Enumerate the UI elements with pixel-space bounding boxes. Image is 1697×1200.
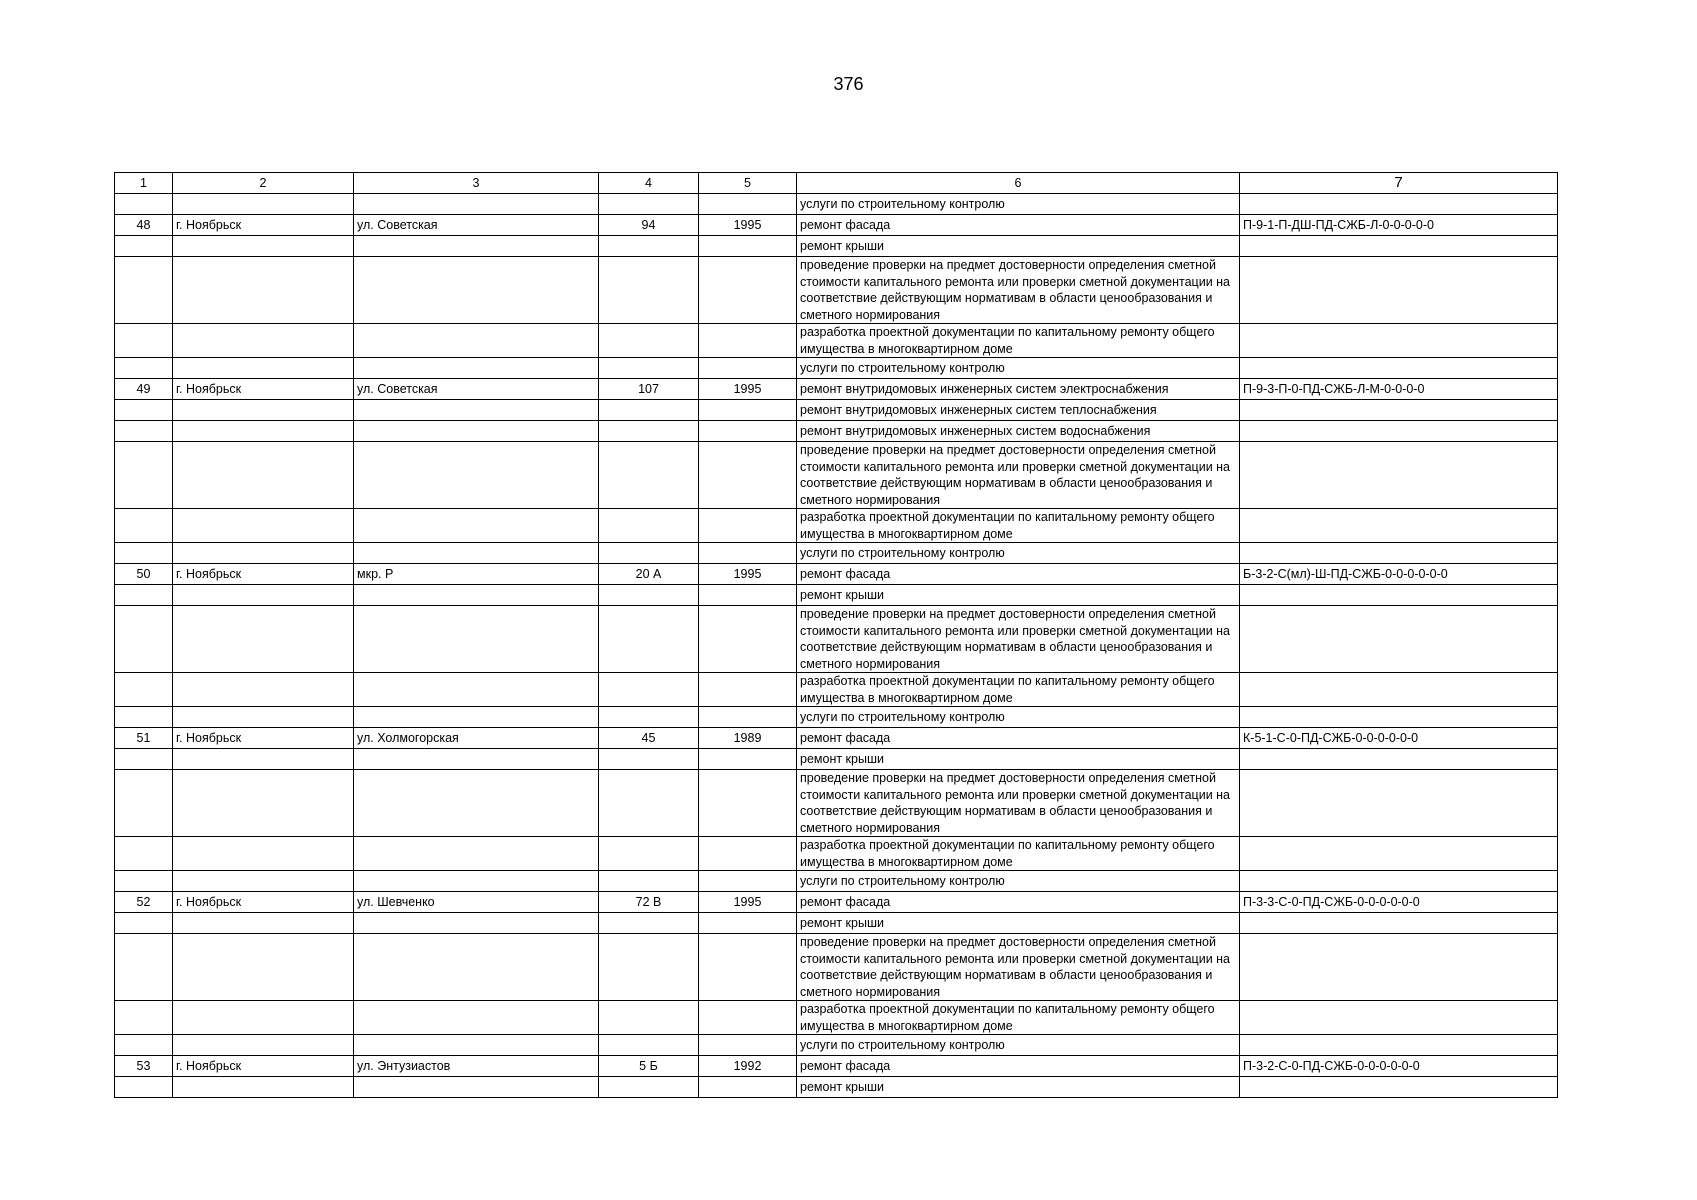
year-cell	[699, 1077, 797, 1098]
row-number	[115, 837, 173, 871]
table-row	[115, 194, 1558, 215]
row-number	[115, 673, 173, 707]
work-type-cell: ремонт фасада	[797, 892, 1240, 913]
street-cell	[354, 749, 599, 770]
city-cell	[173, 837, 354, 871]
city-cell	[173, 194, 354, 215]
row-number	[115, 236, 173, 257]
header-cell-3: 3	[354, 173, 599, 194]
street-cell	[354, 509, 599, 543]
street-cell	[354, 358, 599, 379]
code-cell	[1240, 257, 1558, 324]
year-cell	[699, 509, 797, 543]
row-number	[115, 543, 173, 564]
year-cell	[699, 837, 797, 871]
city-cell	[173, 673, 354, 707]
street-cell	[354, 324, 599, 358]
year-cell	[699, 871, 797, 892]
city-cell	[173, 421, 354, 442]
house-cell: 20 А	[599, 564, 699, 585]
row-number	[115, 257, 173, 324]
code-cell	[1240, 236, 1558, 257]
house-cell	[599, 509, 699, 543]
code-cell: П-3-3-С-0-ПД-СЖБ-0-0-0-0-0-0	[1240, 892, 1558, 913]
code-cell: П-9-3-П-0-ПД-СЖБ-Л-М-0-0-0-0	[1240, 379, 1558, 400]
table-row	[115, 913, 1558, 934]
code-cell	[1240, 358, 1558, 379]
house-cell	[599, 913, 699, 934]
street-cell	[354, 1077, 599, 1098]
table-row	[115, 358, 1558, 379]
row-number: 48	[115, 215, 173, 236]
city-cell	[173, 707, 354, 728]
house-cell	[599, 442, 699, 509]
code-cell	[1240, 913, 1558, 934]
city-cell	[173, 770, 354, 837]
house-cell	[599, 324, 699, 358]
row-number	[115, 606, 173, 673]
code-cell: П-3-2-С-0-ПД-СЖБ-0-0-0-0-0-0	[1240, 1056, 1558, 1077]
work-type-cell: проведение проверки на предмет достоверности определения сметной стоимости капитального ремонта или проверки сметной документации на соответствие действующим нормативам в области ценообразования и сметного нормирования	[797, 606, 1240, 673]
code-cell	[1240, 673, 1558, 707]
city-cell: г. Ноябрьск	[173, 892, 354, 913]
code-cell	[1240, 606, 1558, 673]
row-number	[115, 770, 173, 837]
row-number	[115, 421, 173, 442]
header-cell-5: 5	[699, 173, 797, 194]
table-header-row	[115, 173, 1558, 194]
year-cell: 1995	[699, 379, 797, 400]
year-cell: 1992	[699, 1056, 797, 1077]
street-cell: ул. Холмогорская	[354, 728, 599, 749]
row-number: 51	[115, 728, 173, 749]
header-cell-2: 2	[173, 173, 354, 194]
street-cell	[354, 707, 599, 728]
table-row	[115, 585, 1558, 606]
work-type-cell: ремонт внутридомовых инженерных систем водоснабжения	[797, 421, 1240, 442]
street-cell: ул. Шевченко	[354, 892, 599, 913]
row-number: 50	[115, 564, 173, 585]
year-cell	[699, 358, 797, 379]
city-cell	[173, 585, 354, 606]
code-cell	[1240, 585, 1558, 606]
house-cell: 45	[599, 728, 699, 749]
city-cell	[173, 1035, 354, 1056]
year-cell	[699, 543, 797, 564]
table-row	[115, 509, 1558, 543]
table-row	[115, 215, 1558, 236]
table-row	[115, 1077, 1558, 1098]
year-cell	[699, 749, 797, 770]
street-cell: ул. Советская	[354, 379, 599, 400]
city-cell	[173, 509, 354, 543]
year-cell	[699, 770, 797, 837]
city-cell	[173, 913, 354, 934]
table-row	[115, 1035, 1558, 1056]
table-row	[115, 871, 1558, 892]
street-cell	[354, 913, 599, 934]
street-cell: мкр. Р	[354, 564, 599, 585]
row-number	[115, 871, 173, 892]
row-number	[115, 1077, 173, 1098]
code-cell: П-9-1-П-ДШ-ПД-СЖБ-Л-0-0-0-0-0	[1240, 215, 1558, 236]
table-row	[115, 1001, 1558, 1035]
city-cell	[173, 257, 354, 324]
row-number	[115, 194, 173, 215]
work-type-cell: проведение проверки на предмет достоверности определения сметной стоимости капитального ремонта или проверки сметной документации на соответствие действующим нормативам в области ценообразования и сметного нормирования	[797, 934, 1240, 1001]
row-number	[115, 324, 173, 358]
row-number	[115, 749, 173, 770]
house-cell: 107	[599, 379, 699, 400]
code-cell	[1240, 934, 1558, 1001]
house-cell	[599, 421, 699, 442]
work-type-cell: ремонт крыши	[797, 913, 1240, 934]
city-cell: г. Ноябрьск	[173, 564, 354, 585]
page-number: 376	[833, 74, 864, 94]
street-cell	[354, 1001, 599, 1035]
house-cell	[599, 585, 699, 606]
street-cell	[354, 442, 599, 509]
table-row	[115, 673, 1558, 707]
city-cell	[173, 1077, 354, 1098]
row-number: 52	[115, 892, 173, 913]
work-type-cell: услуги по строительному контролю	[797, 543, 1240, 564]
row-number	[115, 509, 173, 543]
header-cell-7: 7	[1240, 173, 1558, 194]
work-type-cell: услуги по строительному контролю	[797, 871, 1240, 892]
work-type-cell: ремонт крыши	[797, 236, 1240, 257]
house-cell	[599, 236, 699, 257]
work-type-cell: ремонт фасада	[797, 728, 1240, 749]
code-cell	[1240, 837, 1558, 871]
year-cell	[699, 913, 797, 934]
house-cell	[599, 871, 699, 892]
street-cell: ул. Энтузиастов	[354, 1056, 599, 1077]
work-type-cell: проведение проверки на предмет достоверности определения сметной стоимости капитального ремонта или проверки сметной документации на соответствие действующим нормативам в области ценообразования и сметного нормирования	[797, 770, 1240, 837]
city-cell	[173, 358, 354, 379]
row-number	[115, 358, 173, 379]
row-number	[115, 707, 173, 728]
row-number	[115, 913, 173, 934]
year-cell	[699, 194, 797, 215]
city-cell	[173, 543, 354, 564]
house-cell	[599, 934, 699, 1001]
house-cell	[599, 543, 699, 564]
year-cell	[699, 324, 797, 358]
city-cell	[173, 606, 354, 673]
year-cell	[699, 400, 797, 421]
street-cell	[354, 421, 599, 442]
house-cell	[599, 707, 699, 728]
house-cell: 72 В	[599, 892, 699, 913]
year-cell	[699, 673, 797, 707]
row-number	[115, 1035, 173, 1056]
work-type-cell: услуги по строительному контролю	[797, 194, 1240, 215]
table-row	[115, 543, 1558, 564]
work-type-cell: ремонт крыши	[797, 1077, 1240, 1098]
table-row	[115, 749, 1558, 770]
city-cell	[173, 1001, 354, 1035]
table-row	[115, 770, 1558, 837]
code-cell: Б-3-2-С(мл)-Ш-ПД-СЖБ-0-0-0-0-0-0	[1240, 564, 1558, 585]
year-cell	[699, 934, 797, 1001]
work-type-cell: услуги по строительному контролю	[797, 707, 1240, 728]
year-cell	[699, 1001, 797, 1035]
work-type-cell: ремонт внутридомовых инженерных систем теплоснабжения	[797, 400, 1240, 421]
work-type-cell: разработка проектной документации по капитальному ремонту общего имущества в многоквартирном доме	[797, 1001, 1240, 1035]
house-cell	[599, 1001, 699, 1035]
code-cell	[1240, 1001, 1558, 1035]
year-cell	[699, 1035, 797, 1056]
street-cell	[354, 194, 599, 215]
city-cell: г. Ноябрьск	[173, 379, 354, 400]
table-row	[115, 728, 1558, 749]
table-row	[115, 707, 1558, 728]
work-type-cell: проведение проверки на предмет достоверности определения сметной стоимости капитального ремонта или проверки сметной документации на соответствие действующим нормативам в области ценообразования и сметного нормирования	[797, 442, 1240, 509]
code-cell	[1240, 442, 1558, 509]
table-row	[115, 421, 1558, 442]
house-cell	[599, 194, 699, 215]
work-type-cell: разработка проектной документации по капитальному ремонту общего имущества в многоквартирном доме	[797, 509, 1240, 543]
house-cell: 5 Б	[599, 1056, 699, 1077]
code-cell: К-5-1-С-0-ПД-СЖБ-0-0-0-0-0-0	[1240, 728, 1558, 749]
code-cell	[1240, 194, 1558, 215]
year-cell	[699, 606, 797, 673]
code-cell	[1240, 871, 1558, 892]
code-cell	[1240, 1077, 1558, 1098]
code-cell	[1240, 400, 1558, 421]
table-row	[115, 837, 1558, 871]
year-cell: 1995	[699, 215, 797, 236]
street-cell: ул. Советская	[354, 215, 599, 236]
header-cell-1: 1	[115, 173, 173, 194]
code-cell	[1240, 509, 1558, 543]
house-cell	[599, 358, 699, 379]
city-cell	[173, 934, 354, 1001]
row-number: 53	[115, 1056, 173, 1077]
row-number	[115, 400, 173, 421]
city-cell: г. Ноябрьск	[173, 1056, 354, 1077]
house-cell	[599, 400, 699, 421]
city-cell: г. Ноябрьск	[173, 728, 354, 749]
table-body	[115, 173, 1558, 1098]
street-cell	[354, 236, 599, 257]
work-type-cell: разработка проектной документации по капитальному ремонту общего имущества в многоквартирном доме	[797, 324, 1240, 358]
year-cell	[699, 257, 797, 324]
city-cell	[173, 236, 354, 257]
house-cell: 94	[599, 215, 699, 236]
work-type-cell: проведение проверки на предмет достоверности определения сметной стоимости капитального ремонта или проверки сметной документации на соответствие действующим нормативам в области ценообразования и сметного нормирования	[797, 257, 1240, 324]
city-cell	[173, 871, 354, 892]
year-cell	[699, 585, 797, 606]
work-type-cell: услуги по строительному контролю	[797, 358, 1240, 379]
year-cell: 1989	[699, 728, 797, 749]
work-type-cell: ремонт крыши	[797, 585, 1240, 606]
street-cell	[354, 543, 599, 564]
row-number	[115, 442, 173, 509]
work-type-cell: ремонт крыши	[797, 749, 1240, 770]
street-cell	[354, 837, 599, 871]
street-cell	[354, 934, 599, 1001]
code-cell	[1240, 1035, 1558, 1056]
code-cell	[1240, 324, 1558, 358]
table-row	[115, 442, 1558, 509]
house-cell	[599, 1035, 699, 1056]
street-cell	[354, 606, 599, 673]
year-cell	[699, 707, 797, 728]
city-cell	[173, 442, 354, 509]
table-row	[115, 1056, 1558, 1077]
repair-registry-table	[114, 172, 1558, 1098]
house-cell	[599, 770, 699, 837]
street-cell	[354, 1035, 599, 1056]
table-row	[115, 606, 1558, 673]
table-row	[115, 324, 1558, 358]
work-type-cell: разработка проектной документации по капитальному ремонту общего имущества в многоквартирном доме	[797, 673, 1240, 707]
work-type-cell: ремонт фасада	[797, 1056, 1240, 1077]
table-row	[115, 257, 1558, 324]
code-cell	[1240, 707, 1558, 728]
street-cell	[354, 770, 599, 837]
code-cell	[1240, 749, 1558, 770]
work-type-cell: ремонт фасада	[797, 215, 1240, 236]
header-cell-4: 4	[599, 173, 699, 194]
house-cell	[599, 837, 699, 871]
table-row	[115, 400, 1558, 421]
code-cell	[1240, 421, 1558, 442]
row-number	[115, 585, 173, 606]
house-cell	[599, 606, 699, 673]
code-cell	[1240, 770, 1558, 837]
house-cell	[599, 749, 699, 770]
table-row	[115, 934, 1558, 1001]
street-cell	[354, 585, 599, 606]
work-type-cell: ремонт фасада	[797, 564, 1240, 585]
table-row	[115, 892, 1558, 913]
row-number	[115, 1001, 173, 1035]
work-type-cell: разработка проектной документации по капитальному ремонту общего имущества в многоквартирном доме	[797, 837, 1240, 871]
city-cell: г. Ноябрьск	[173, 215, 354, 236]
work-type-cell: услуги по строительному контролю	[797, 1035, 1240, 1056]
city-cell	[173, 400, 354, 421]
row-number: 49	[115, 379, 173, 400]
table-row	[115, 236, 1558, 257]
house-cell	[599, 257, 699, 324]
year-cell: 1995	[699, 564, 797, 585]
header-cell-6: 6	[797, 173, 1240, 194]
year-cell	[699, 236, 797, 257]
house-cell	[599, 1077, 699, 1098]
table-row	[115, 379, 1558, 400]
street-cell	[354, 871, 599, 892]
year-cell	[699, 442, 797, 509]
row-number	[115, 934, 173, 1001]
year-cell	[699, 421, 797, 442]
year-cell: 1995	[699, 892, 797, 913]
street-cell	[354, 400, 599, 421]
city-cell	[173, 324, 354, 358]
code-cell	[1240, 543, 1558, 564]
work-type-cell: ремонт внутридомовых инженерных систем электроснабжения	[797, 379, 1240, 400]
table-row	[115, 564, 1558, 585]
street-cell	[354, 257, 599, 324]
street-cell	[354, 673, 599, 707]
house-cell	[599, 673, 699, 707]
city-cell	[173, 749, 354, 770]
